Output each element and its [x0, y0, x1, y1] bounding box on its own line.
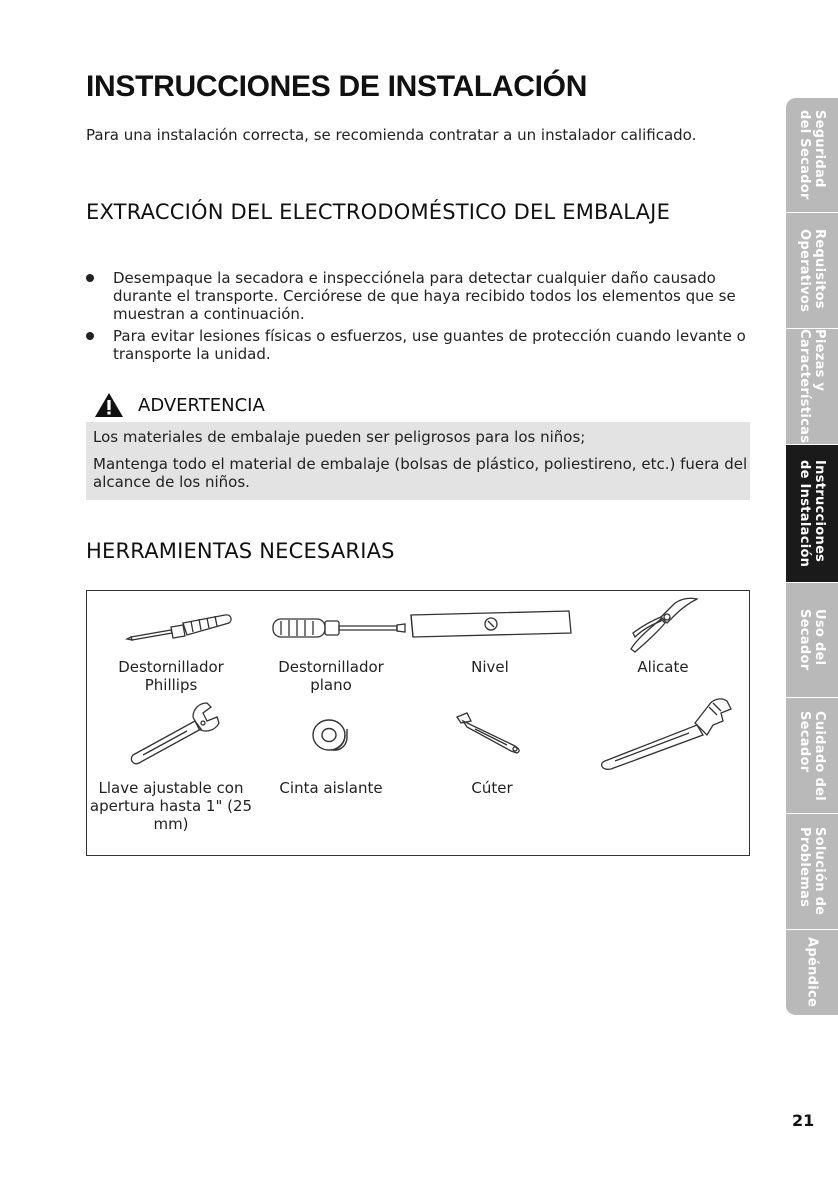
tools-heading: HERRAMIENTAS NECESARIAS — [86, 539, 395, 563]
tool-flat-screwdriver — [257, 603, 405, 703]
tab-uso-del-secador[interactable] — [786, 583, 838, 698]
adjustable-wrench-icon — [127, 701, 227, 767]
tab-solucion-de-problemas[interactable] — [786, 814, 838, 930]
tab-label: Solución de Problemas — [797, 827, 827, 916]
tab-seguridad-del-secador[interactable] — [786, 98, 838, 213]
tool-tape-roll — [257, 701, 405, 851]
tab-requisitos-operativos[interactable] — [786, 213, 838, 329]
list-item — [86, 269, 751, 323]
tool-pliers — [587, 595, 739, 703]
tape-roll-icon — [309, 715, 353, 757]
tools-panel — [86, 590, 750, 856]
list-item-text: Para evitar lesiones físicas o esfuerzos, use guantes de protección cuando levante o transporte la unidad. — [113, 327, 746, 363]
page-title: INSTRUCCIONES DE INSTALACIÓN — [86, 70, 588, 103]
unpacking-list — [86, 269, 751, 367]
tab-apendice[interactable] — [786, 930, 838, 1016]
warning-line-1: Los materiales de embalaje pueden ser peligrosos para los niños; — [93, 428, 586, 446]
tool-label: Llave ajustable con apertura hasta 1" (25 mm) — [89, 779, 253, 833]
utility-knife-icon — [453, 711, 533, 755]
page-number: 21 — [792, 1111, 815, 1130]
tab-piezas-y-caracteristicas[interactable] — [786, 329, 838, 445]
phillips-screwdriver-icon — [125, 605, 235, 653]
tab-label: Uso del Secador — [797, 609, 827, 671]
tool-label: Cúter — [471, 779, 513, 797]
tool-label: Alicate — [637, 658, 689, 676]
warning-line-2: Mantenga todo el material de embalaje (bolsas de plástico, poliestireno, etc.) fuera del alcance de los niños. — [93, 455, 748, 491]
flat-screwdriver-icon — [265, 609, 415, 647]
tool-utility-knife — [417, 701, 567, 851]
warning-box — [86, 422, 750, 500]
warning-header — [94, 392, 265, 418]
intro-text: Para una instalación correcta, se recomienda contratar a un instalador calificado. — [86, 126, 697, 144]
pliers-icon — [627, 595, 701, 653]
tool-level — [409, 603, 571, 703]
tool-label: Cinta aislante — [279, 779, 383, 797]
level-icon — [409, 607, 577, 641]
list-item-text: Desempaque la secadora e inspecciónela para detectar cualquier daño causado durante el transporte. Cerciórese de que haya recibido todos los elementos que se muestran a continuación. — [113, 269, 736, 323]
tab-label: Apéndice — [804, 937, 820, 1008]
tool-label: Destornillador plano — [278, 658, 384, 694]
unpacking-heading: EXTRACCIÓN DEL ELECTRODOMÉSTICO DEL EMBALAJE — [86, 200, 671, 224]
list-item — [86, 327, 751, 363]
tool-pipe-wrench — [587, 691, 739, 781]
bullet-icon — [86, 332, 94, 340]
warning-triangle-icon — [94, 392, 124, 418]
tool-label: Nivel — [471, 658, 509, 676]
warning-title: ADVERTENCIA — [138, 394, 265, 416]
tab-label: Requisitos Operativos — [797, 228, 827, 313]
tool-phillips-screwdriver — [97, 603, 245, 703]
tool-label: Destornillador Phillips — [118, 658, 224, 694]
tab-label: Cuidado del Secador — [797, 710, 827, 801]
tab-label: Piezas y Características — [797, 329, 827, 444]
tab-label: Instrucciones de Instalación — [797, 459, 827, 568]
tab-label: Seguridad del Secador — [797, 110, 827, 200]
tool-adjustable-wrench — [87, 701, 255, 851]
tab-instrucciones-de-instalacion[interactable] — [786, 445, 838, 583]
tab-cuidado-del-secador[interactable] — [786, 698, 838, 814]
pipe-wrench-icon — [597, 691, 735, 771]
bullet-icon — [86, 274, 94, 282]
